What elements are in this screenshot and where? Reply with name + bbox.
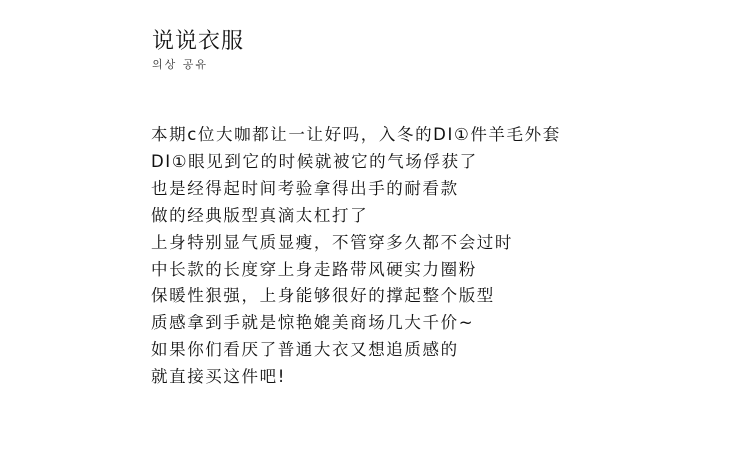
post-header (152, 28, 244, 72)
body-line-1: 本期c位大咖都让一让好吗，入冬的DI①件羊毛外套 (151, 125, 561, 144)
page-subtitle: 의상 공유 (152, 58, 209, 71)
page-title: 说说衣服 (152, 29, 245, 54)
body-line-3: 也是经得起时间考验拿得出手的耐看款 (151, 178, 459, 198)
body-line-2: DI①眼见到它的时候就被它的气场俘获了 (151, 151, 478, 171)
body-line-4: 做的经典版型真滴太杠打了 (151, 205, 369, 225)
body-line-10: 就直接买这件吧! (151, 367, 286, 387)
body-line-9: 如果你们看厌了普通大衣又想追质感的 (151, 340, 459, 360)
body-line-8: 质感拿到手就是惊艳媲美商场几大千价~ (151, 313, 475, 333)
body-line-7: 保暖性狠强，上身能够很好的撑起整个版型 (151, 286, 495, 306)
body-line-5: 上身特别显气质显瘦，不管穿多久都不会过时 (151, 232, 513, 252)
body-line-6: 中长款的长度穿上身走路带风硬实力圈粉 (151, 259, 477, 279)
post-body (151, 122, 731, 391)
